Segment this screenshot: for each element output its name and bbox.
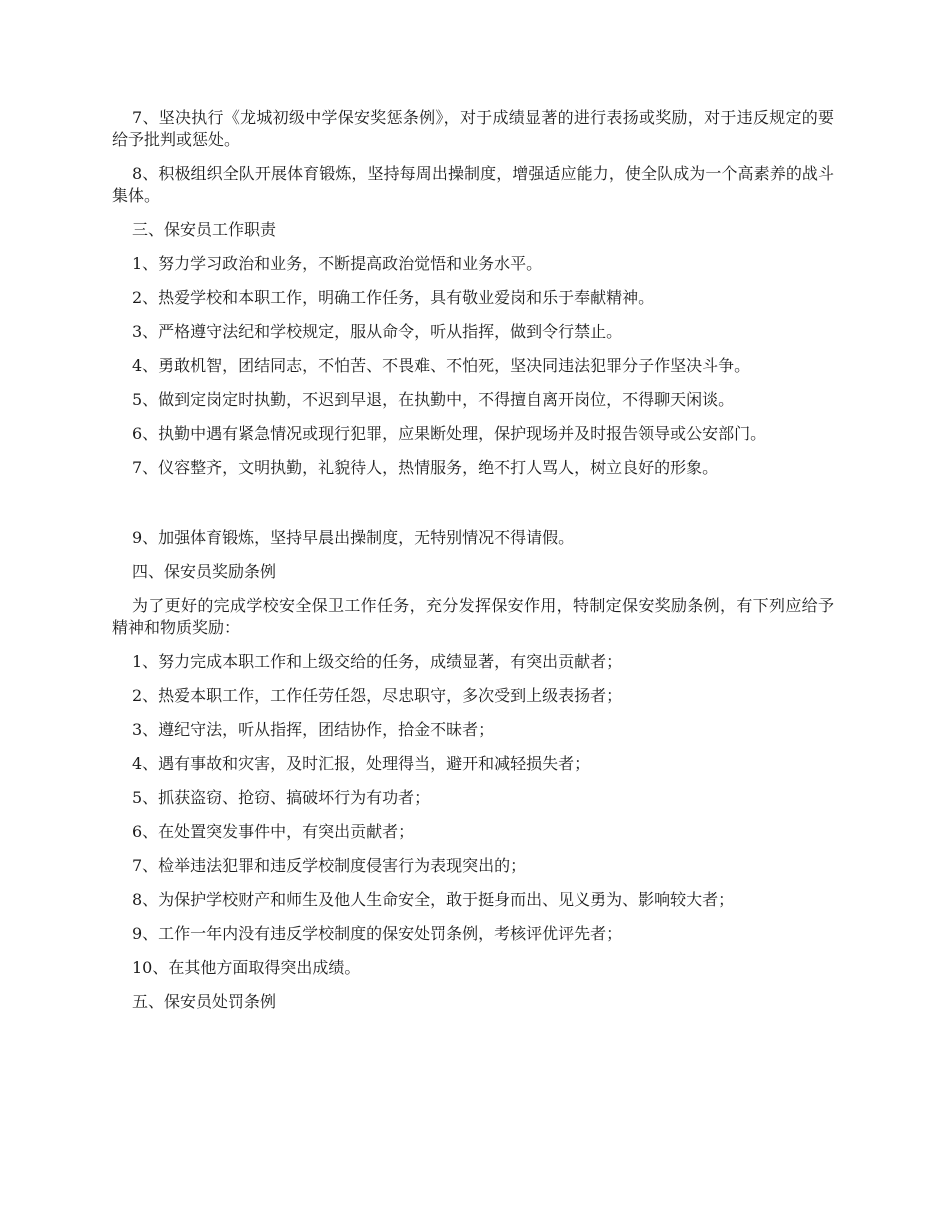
paragraph-reward-9: 9、工作一年内没有违反学校制度的保安处罚条例，考核评优评先者； [132,924,623,943]
paragraph-reward-6: 6、在处置突发事件中，有突出贡献者； [132,822,415,841]
paragraph-reward-2: 2、热爱本职工作，工作任劳任怨，尽忠职守，多次受到上级表扬者； [132,686,623,705]
section-heading-4: 四、保安员奖励条例 [132,562,277,581]
paragraph-reward-intro: 为了更好的完成学校安全保卫工作任务，充分发挥保安作用，特制定保安奖励条例，有下列应给予精神和物质奖励： [112,596,834,637]
paragraph-responsibility-4: 4、勇敢机智，团结同志，不怕苦、不畏难、不怕死，坚决同违法犯罪分子作坚决斗争。 [132,356,751,375]
paragraph-reward-7: 7、检举违法犯罪和违反学校制度侵害行为表现突出的； [132,856,527,875]
paragraph-reward-8: 8、为保护学校财产和师生及他人生命安全，敢于挺身而出、见义勇为、影响较大者； [132,890,735,909]
section-heading-3: 三、保安员工作职责 [132,220,277,239]
paragraph-duty-7: 7、坚决执行《龙城初级中学保安奖惩条例》，对于成绩显著的进行表扬或奖励，对于违反规定的要给予批判或惩处。 [112,108,834,149]
paragraph-reward-3: 3、遵纪守法，听从指挥，团结协作，拾金不昧者； [132,720,495,739]
paragraph-duty-8: 8、积极组织全队开展体育锻炼，坚持每周出操制度，增强适应能力，使全队成为一个高素养的战斗集体。 [112,164,834,205]
document-page [112,107,834,1025]
section-heading-5: 五、保安员处罚条例 [132,992,277,1011]
paragraph-reward-1: 1、努力完成本职工作和上级交给的任务，成绩显著，有突出贡献者； [132,652,623,671]
paragraph-responsibility-9: 9、加强体育锻炼，坚持早晨出操制度，无特别情况不得请假。 [132,528,575,547]
paragraph-responsibility-2: 2、热爱学校和本职工作，明确工作任务，具有敬业爱岗和乐于奉献精神。 [132,288,655,307]
paragraph-responsibility-5: 5、做到定岗定时执勤，不迟到早退，在执勤中，不得擅自离开岗位，不得聊天闲谈。 [132,390,735,409]
paragraph-reward-10: 10、在其他方面取得突出成绩。 [132,958,361,977]
paragraph-reward-5: 5、抓获盗窃、抢窃、搞破坏行为有功者； [132,788,431,807]
paragraph-reward-4: 4、遇有事故和灾害，及时汇报，处理得当，避开和减轻损失者； [132,754,591,773]
paragraph-responsibility-3: 3、严格遵守法纪和学校规定，服从命令，听从指挥，做到令行禁止。 [132,322,623,341]
paragraph-responsibility-1: 1、努力学习政治和业务，不断提高政治觉悟和业务水平。 [132,254,543,273]
paragraph-responsibility-6: 6、执勤中遇有紧急情况或现行犯罪，应果断处理，保护现场并及时报告领导或公安部门。 [132,424,767,443]
blank-gap [112,491,834,527]
paragraph-responsibility-7: 7、仪容整齐，文明执勤，礼貌待人，热情服务，绝不打人骂人，树立良好的形象。 [132,458,719,477]
